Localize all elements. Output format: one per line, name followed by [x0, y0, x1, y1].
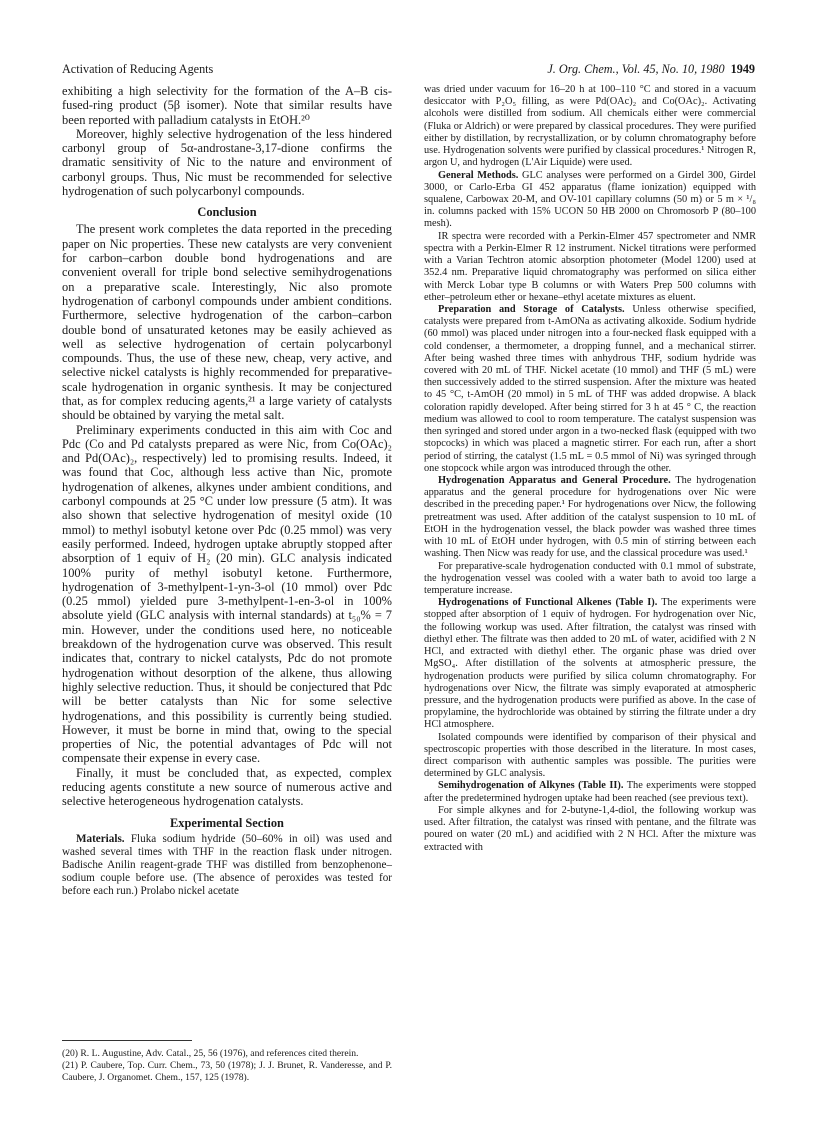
paragraph-hydrogenation-apparatus [424, 475, 756, 561]
paragraph: exhibiting a high selectivity for the formation of the A–B cis-fused-ring product (5β isomer). Note that similar results have been reported with palladium catalysts in EtOH.²⁰ [62, 84, 392, 127]
runin-heading: Hydrogenation Apparatus and General Procedure. [438, 475, 671, 486]
paragraph-text: GLC analyses were performed on a Girdel 300, Girdel 3000, or Carlo-Erba GI 452 apparatus (flame ionization) equipped with squalene, Carbowax 20-M, and OV-101 capillary columns (50 m) or 5 m × ¹/₈ in. columns packed with 15% UCON 50 HB 2000 on Chromosorb P (80–100 mesh). [424, 169, 756, 230]
paragraph: Isolated compounds were identified by comparison of their physical and spectroscopic properties with those described in the literature. In most cases, direct comparison with authentic samples was possible. The purities were determined by GLC analysis. [424, 731, 756, 780]
footnotes [62, 1048, 392, 1084]
paragraph-text: Fluka sodium hydride (50–60% in oil) was used and washed several times with THF in the reaction flask under nitrogen. Badische Anilin reagent-grade THF was distilled from benzophenone–sodium couple before use. (The absence of peroxides was tested for before each run.) Prolabo nickel acetate [62, 832, 392, 897]
runin-heading: Preparation and Storage of Catalysts. [438, 303, 625, 315]
left-column [62, 84, 392, 898]
footnote: (20) R. L. Augustine, Adv. Catal., 25, 56 (1976), and references cited therein. [62, 1048, 359, 1059]
section-heading-experimental: Experimental Section [170, 815, 284, 830]
right-column [424, 84, 756, 854]
runin-heading: Semihydrogenation of Alkynes (Table II). [438, 780, 624, 792]
paragraph: Preliminary experiments conducted in this aim with Coc and Pdc (Co and Pd catalysts prepared as were Nic, from Co(OAc)₂ and Pd(OAc)₂, respectively) led to promising results. Indeed, it was found that Coc, although less active than Nic, promote hydrogenation of alkenes, alkynes under ambient conditions, and carbonyl compounds at 25 °C under low pressure (5 atm). It was also shown that selective hydrogenation of mesityl oxide (10 mmol) to methyl isobutyl ketone over Pdc (0.25 mmol) was very easily performed. Indeed, hydrogen uptake abruptly stopped after absorption of 1 equiv of H₂ (20 min). GLC analysis indicated 100% purity of methyl isobutyl ketone. Furthermore, hydrogenation of 3-methylpent-1-yn-3-ol (10 mmol) over Pdc (0.25 mmol) yielded pure 3-methylpent-1-en-3-ol in 100% absolute yield (GLC analysis with internal standards) at t₅₀% = 7 min. However, under the conditions used here, no noticeable breakdown of the hydrogenation curve was observed. This result indicates that, contrary to nickel catalysts, Pdc do not promote hydrogenation without desorption of the alkene, thus allowing highly selective reduction. Thus, it should be conjectured that Pdc will be better catalysts than Nic for some selective hydrogenations, and this possibility is currently being studied. However, it must be borne in mind that, owing to the special properties of Nic, the potential advantages of Pdc will not compensate their expense in every case. [62, 422, 392, 766]
paragraph-materials [62, 833, 392, 898]
running-title: Activation of Reducing Agents [62, 62, 214, 76]
paragraph: For simple alkynes and for 2-butyne-1,4-diol, the following workup was used. After filtration, the catalyst was rinsed with pentane, and the filtrate was poured on water (20 mL) and acidified with 2 N HCl. After the mixture was extracted with [424, 804, 756, 853]
paragraph: Finally, it must be concluded that, as expected, complex reducing agents constitute a new source of numerous active and selective heterogeneous hydrogenation catalysts. [62, 765, 392, 809]
footnote: (21) P. Caubere, Top. Curr. Chem., 73, 50 (1978); J. J. Brunet, R. Vanderesse, and P. Caubere, J. Organomet. Chem., 157, 125 (1978). [62, 1060, 392, 1083]
paragraph: For preparative-scale hydrogenation conducted with 0.1 mmol of substrate, the hydrogenation vessel was cooled with a water bath to avoid too large a temperature increase. [424, 560, 756, 596]
paragraph: Moreover, highly selective hydrogenation of the less hindered carbonyl group of 5α-androstane-3,17-dione confirms the dramatic sensitivity of Nic to the nature and environment of carbonyl groups. Thus, Nic must be recommended for selective hydrogenation of such polycarbonyl compounds. [62, 126, 392, 199]
paragraph: IR spectra were recorded with a Perkin-Elmer 457 spectrometer and NMR spectra with a Perkin-Elmer R 12 instrument. Nickel titrations were performed with a Varian Techtron atomic absorption photometer (Model 1200) used at 352.4 nm. Preparative liquid chromatography was performed on silica either with Merck Lobar type B columns or with Waters Prep 500 columns with ether–petroleum ether or hexane–ethyl acetate mixtures as eluent. [424, 230, 756, 303]
journal-citation [547, 62, 755, 77]
section-heading-conclusion: Conclusion [197, 205, 257, 220]
paragraph-text: Unless otherwise specified, catalysts were prepared from t-AmONa as activating alkoxide. Sodium hydride (60 mmol) was placed under nitrogen into a four-necked flask equipped with a cold condenser, a thermometer, a dropping funnel, and a mechanical stirrer. After being washed three times with anhydrous THF, sodium hydride was covered with 20 mL of THF. Nickel acetate (10 mmol) and THF (5 mL) were then successively added to the stirred suspension. After the mixture was heated to 45 °C, t-AmOH (20 mmol) in 5 mL of THF was added dropwise. A black coloration rapidly developed. After being stirred for 3 h at 45 ° C, the reaction medium was allowed to cool to room temperature. The catalyst suspension was then syringed and stored under argon in a two-necked flask (equipped with two stopcocks) in which was placed a magnetic stirrer. For each run, after a short period of stirring, the catalyst (1.5 mL = 0.5 mmol of Ni) was syringed through one stopcock while argon was introduced through the other. [424, 303, 756, 474]
running-header [62, 62, 755, 80]
paragraph-text: The experiments were stopped after absorption of 1 equiv of hydrogen. For hydrogenation over Nic, the following workup was used. After filtration, the catalyst was rinsed with diethyl ether. The filtrate was then added to 20 mL of water, acidified with 2 N HCl, and extracted with diethyl ether. The organic phase was dried over MgSO₄. After distillation of the solvents at atmospheric pressure, the hydrogenation products were purified by silica column chromatography. For hydrogenations over Nicw, the filtrate was simply evaporated at atmospheric pressure, and the hydrogenation products were purified as above. In the case of propylamine, the hydrochloride was obtained by stirring the filtrate under a dry HCl atmosphere. [424, 597, 757, 731]
runin-heading: Materials. [76, 832, 125, 845]
journal-name: J. Org. Chem., Vol. 45, No. 10, 1980 [547, 62, 725, 76]
paragraph: was dried under vacuum for 16–20 h at 100–110 °C and stored in a vacuum desiccator with P₂O₅ filling, as were Pd(OAc)₂ and Co(OAc)₂. Activating alcohols were distilled from sodium. All chemicals either were commercial (Fluka or Aldrich) or were prepared by classical procedures. They were purified either by distillation, by recrystallization, or by column chromatography before use. Hydrogenation solvents were purified by classical procedures.¹ Nitrogen R, argon U, and hydrogen (L'Air Liquide) were used. [424, 84, 756, 169]
paragraph-text: The hydrogenation apparatus and the general procedure for hydrogenations over Nic were described in the preceding paper.¹ For hydrogenations over Nicw, the following pretreatment was used. After addition of the catalyst suspension to 10 mL of EtOH in the hydrogenation vessel, the black powder was washed three times with 10 mL of EtOH under hydrogen, with 0.5 min of stirring between each washing. Then Nicw was ready for use, and the classical procedure was used.¹ [424, 475, 756, 560]
paragraph-functional-alkenes [424, 597, 756, 731]
runin-heading: Hydrogenations of Functional Alkenes (Table I). [438, 597, 658, 609]
paragraph-text: The experiments were stopped after the predetermined hydrogen uptake had been reached (see previous text). [424, 780, 756, 804]
runin-heading: General Methods. [438, 169, 519, 181]
paragraph: The present work completes the data reported in the preceding paper on Nic properties. These new catalysts are very convenient for carbon–carbon double bond hydrogenations and are convenient overall for triple bond selective semihydrogenations on a preparative scale. Interestingly, Nic also promote hydrogenation of carbonyl compounds under ambient conditions. Furthermore, selective hydrogenation of the carbon–carbon double bond of unsaturated ketones may be easily achieved as well as selective hydrogenation of certain polycarbonyl compounds. Thus, the use of these new, cheap, very active, and selective nickel catalysts is highly recommended for preparative-scale hydrogenation in organic synthesis. It may be conjectured that, as for complex reducing agents,²¹ a large variety of catalysts should be obtained by varying the metal salt. [62, 222, 392, 423]
paragraph-preparation [424, 304, 756, 475]
paragraph-general-methods [424, 170, 756, 231]
page-number: 1949 [730, 62, 755, 76]
footnote-rule [62, 1040, 192, 1041]
paragraph-semihydrogenation [424, 780, 756, 804]
